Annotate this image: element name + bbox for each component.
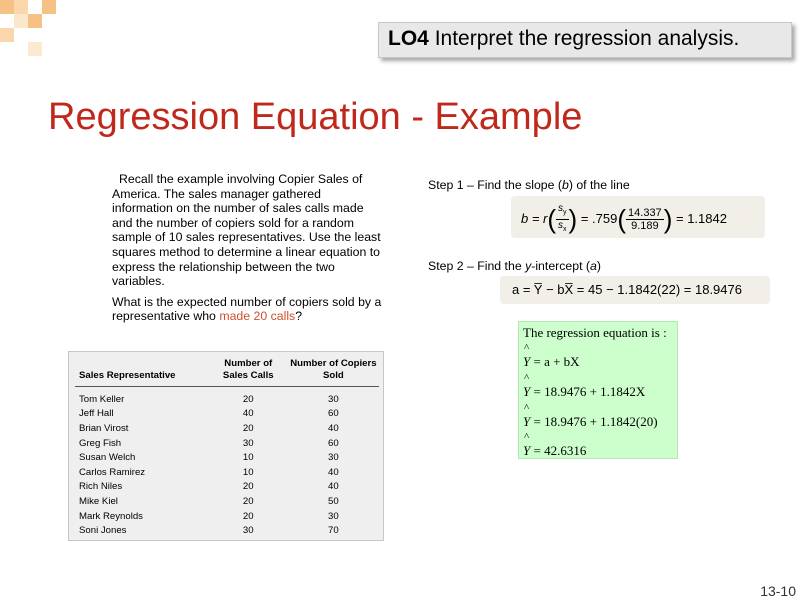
sales-calls-cell: 30 (242, 437, 254, 449)
rep-name-cell: Mike Kiel (79, 495, 118, 507)
table-row (75, 421, 379, 436)
table-row (75, 523, 379, 538)
sales-calls-cell: 10 (242, 452, 254, 464)
copiers-sold-cell: 40 (328, 466, 339, 478)
lo-code: LO4 (388, 27, 429, 50)
learning-objective-banner (378, 22, 792, 58)
rep-name-cell: Mark Reynolds (79, 510, 143, 522)
eq4-text: = 42.6316 (533, 443, 587, 458)
regression-eq4: ^ Y = 42.6316 (523, 443, 586, 459)
question-highlight: made 20 calls (219, 309, 296, 324)
sales-calls-cell: 20 (242, 422, 254, 434)
table-row (75, 436, 379, 451)
sales-data-table-box (68, 351, 384, 541)
table-row (75, 480, 379, 495)
sales-calls-cell: 10 (242, 466, 254, 478)
formula1-result: 1.1842 (687, 210, 727, 226)
question-pre: What is the expected number of copiers sold by a representative who (112, 294, 382, 324)
copiers-sold-cell: 60 (328, 437, 339, 449)
table-row (75, 450, 379, 465)
copiers-sold-cell: 40 (328, 481, 339, 493)
sales-calls-cell: 20 (242, 481, 254, 493)
intro-question (112, 295, 384, 324)
table-row (75, 494, 379, 509)
copiers-sold-cell: 30 (328, 393, 339, 405)
question-post: ? (295, 309, 303, 324)
copiers-sold-cell: 30 (328, 510, 339, 522)
slope-formula: b = r( $\frac{s_y}{s_x}$ ) = .759( $\frac{14.337}{9.189}$ ) = 1.1842 (511, 196, 765, 238)
eq1-text: = a + bX (533, 354, 580, 369)
copiers-sold-cell: 30 (328, 452, 339, 464)
sales-calls-cell: 30 (242, 525, 254, 537)
lo-text: Interpret the regression analysis. (434, 27, 740, 50)
table-row (75, 465, 379, 480)
formula1-lhs: b = r (521, 210, 548, 226)
copiers-sold-cell: 60 (328, 408, 339, 420)
rep-name-cell: Jeff Hall (79, 408, 114, 420)
step2-var2: a (590, 259, 597, 273)
sales-calls-cell: 20 (242, 510, 254, 522)
slide-title: Regression Equation - Example (48, 96, 583, 138)
table-row (75, 387, 379, 407)
step1-label (428, 178, 630, 192)
regression-eq1: ^ Y = a + bX (523, 354, 580, 370)
formula1-sy: 14.337 (628, 207, 662, 219)
sales-calls-cell: 20 (242, 393, 254, 405)
rep-name-cell: Tom Keller (79, 393, 125, 405)
regression-eq3: ^ Y = 18.9476 + 1.1842(20) (523, 414, 658, 430)
rep-name-cell: Carlos Ramirez (79, 466, 146, 478)
header-copiers-sold: Number of Copiers Sold (288, 358, 379, 387)
step2-label (428, 259, 601, 273)
regression-equation-box (518, 321, 678, 459)
step1-var: b (561, 178, 569, 192)
intro-text (112, 172, 384, 330)
intercept-formula (500, 276, 770, 304)
formula2-text: a = Y̅ − bX̅ = 45 − 1.1842(22) = 18.9476 (512, 282, 742, 297)
intro-paragraph: Recall the example involving Copier Sales of America. The sales manager gathered information on the number of sales calls made and the number of copiers sold for a random sample of 10 sales representatives. Use the least squares method to determine a linear equation to express the relationship between the two variables. (112, 172, 381, 289)
step2-post: ) (596, 259, 601, 273)
formula1-r: .759 (592, 210, 618, 226)
header-sales-calls: Number of Sales Calls (209, 358, 288, 387)
sales-calls-cell: 20 (242, 495, 254, 507)
table-body (75, 387, 379, 538)
copiers-sold-cell: 40 (328, 422, 339, 434)
table-row (75, 509, 379, 524)
regression-eq2: ^ Y = 18.9476 + 1.1842X (523, 384, 645, 400)
formula1-sx: 9.189 (631, 220, 659, 232)
rep-name-cell: Rich Niles (79, 481, 123, 493)
copiers-sold-cell: 50 (328, 495, 339, 507)
rep-name-cell: Soni Jones (79, 525, 127, 537)
sales-calls-cell: 40 (242, 408, 254, 420)
step2-mid: -intercept ( (531, 259, 591, 273)
step1-post: ) of the line (568, 178, 630, 192)
sales-data-table (75, 358, 379, 538)
rep-name-cell: Brian Virost (79, 422, 129, 434)
step2-var: y (525, 259, 532, 273)
rep-name-cell: Greg Fish (79, 437, 122, 449)
regression-heading: The regression equation is : (523, 325, 667, 340)
header-sales-rep: Sales Representative (75, 358, 209, 387)
page-number: 13-10 (760, 583, 796, 599)
step1-pre: Step 1 – Find the slope ( (428, 178, 562, 192)
rep-name-cell: Susan Welch (79, 452, 136, 464)
step2-pre: Step 2 – Find the (428, 259, 526, 273)
eq2-text: = 18.9476 + 1.1842X (533, 384, 646, 399)
copiers-sold-cell: 70 (328, 525, 339, 537)
eq3-text: = 18.9476 + 1.1842(20) (533, 414, 658, 429)
table-row (75, 407, 379, 422)
